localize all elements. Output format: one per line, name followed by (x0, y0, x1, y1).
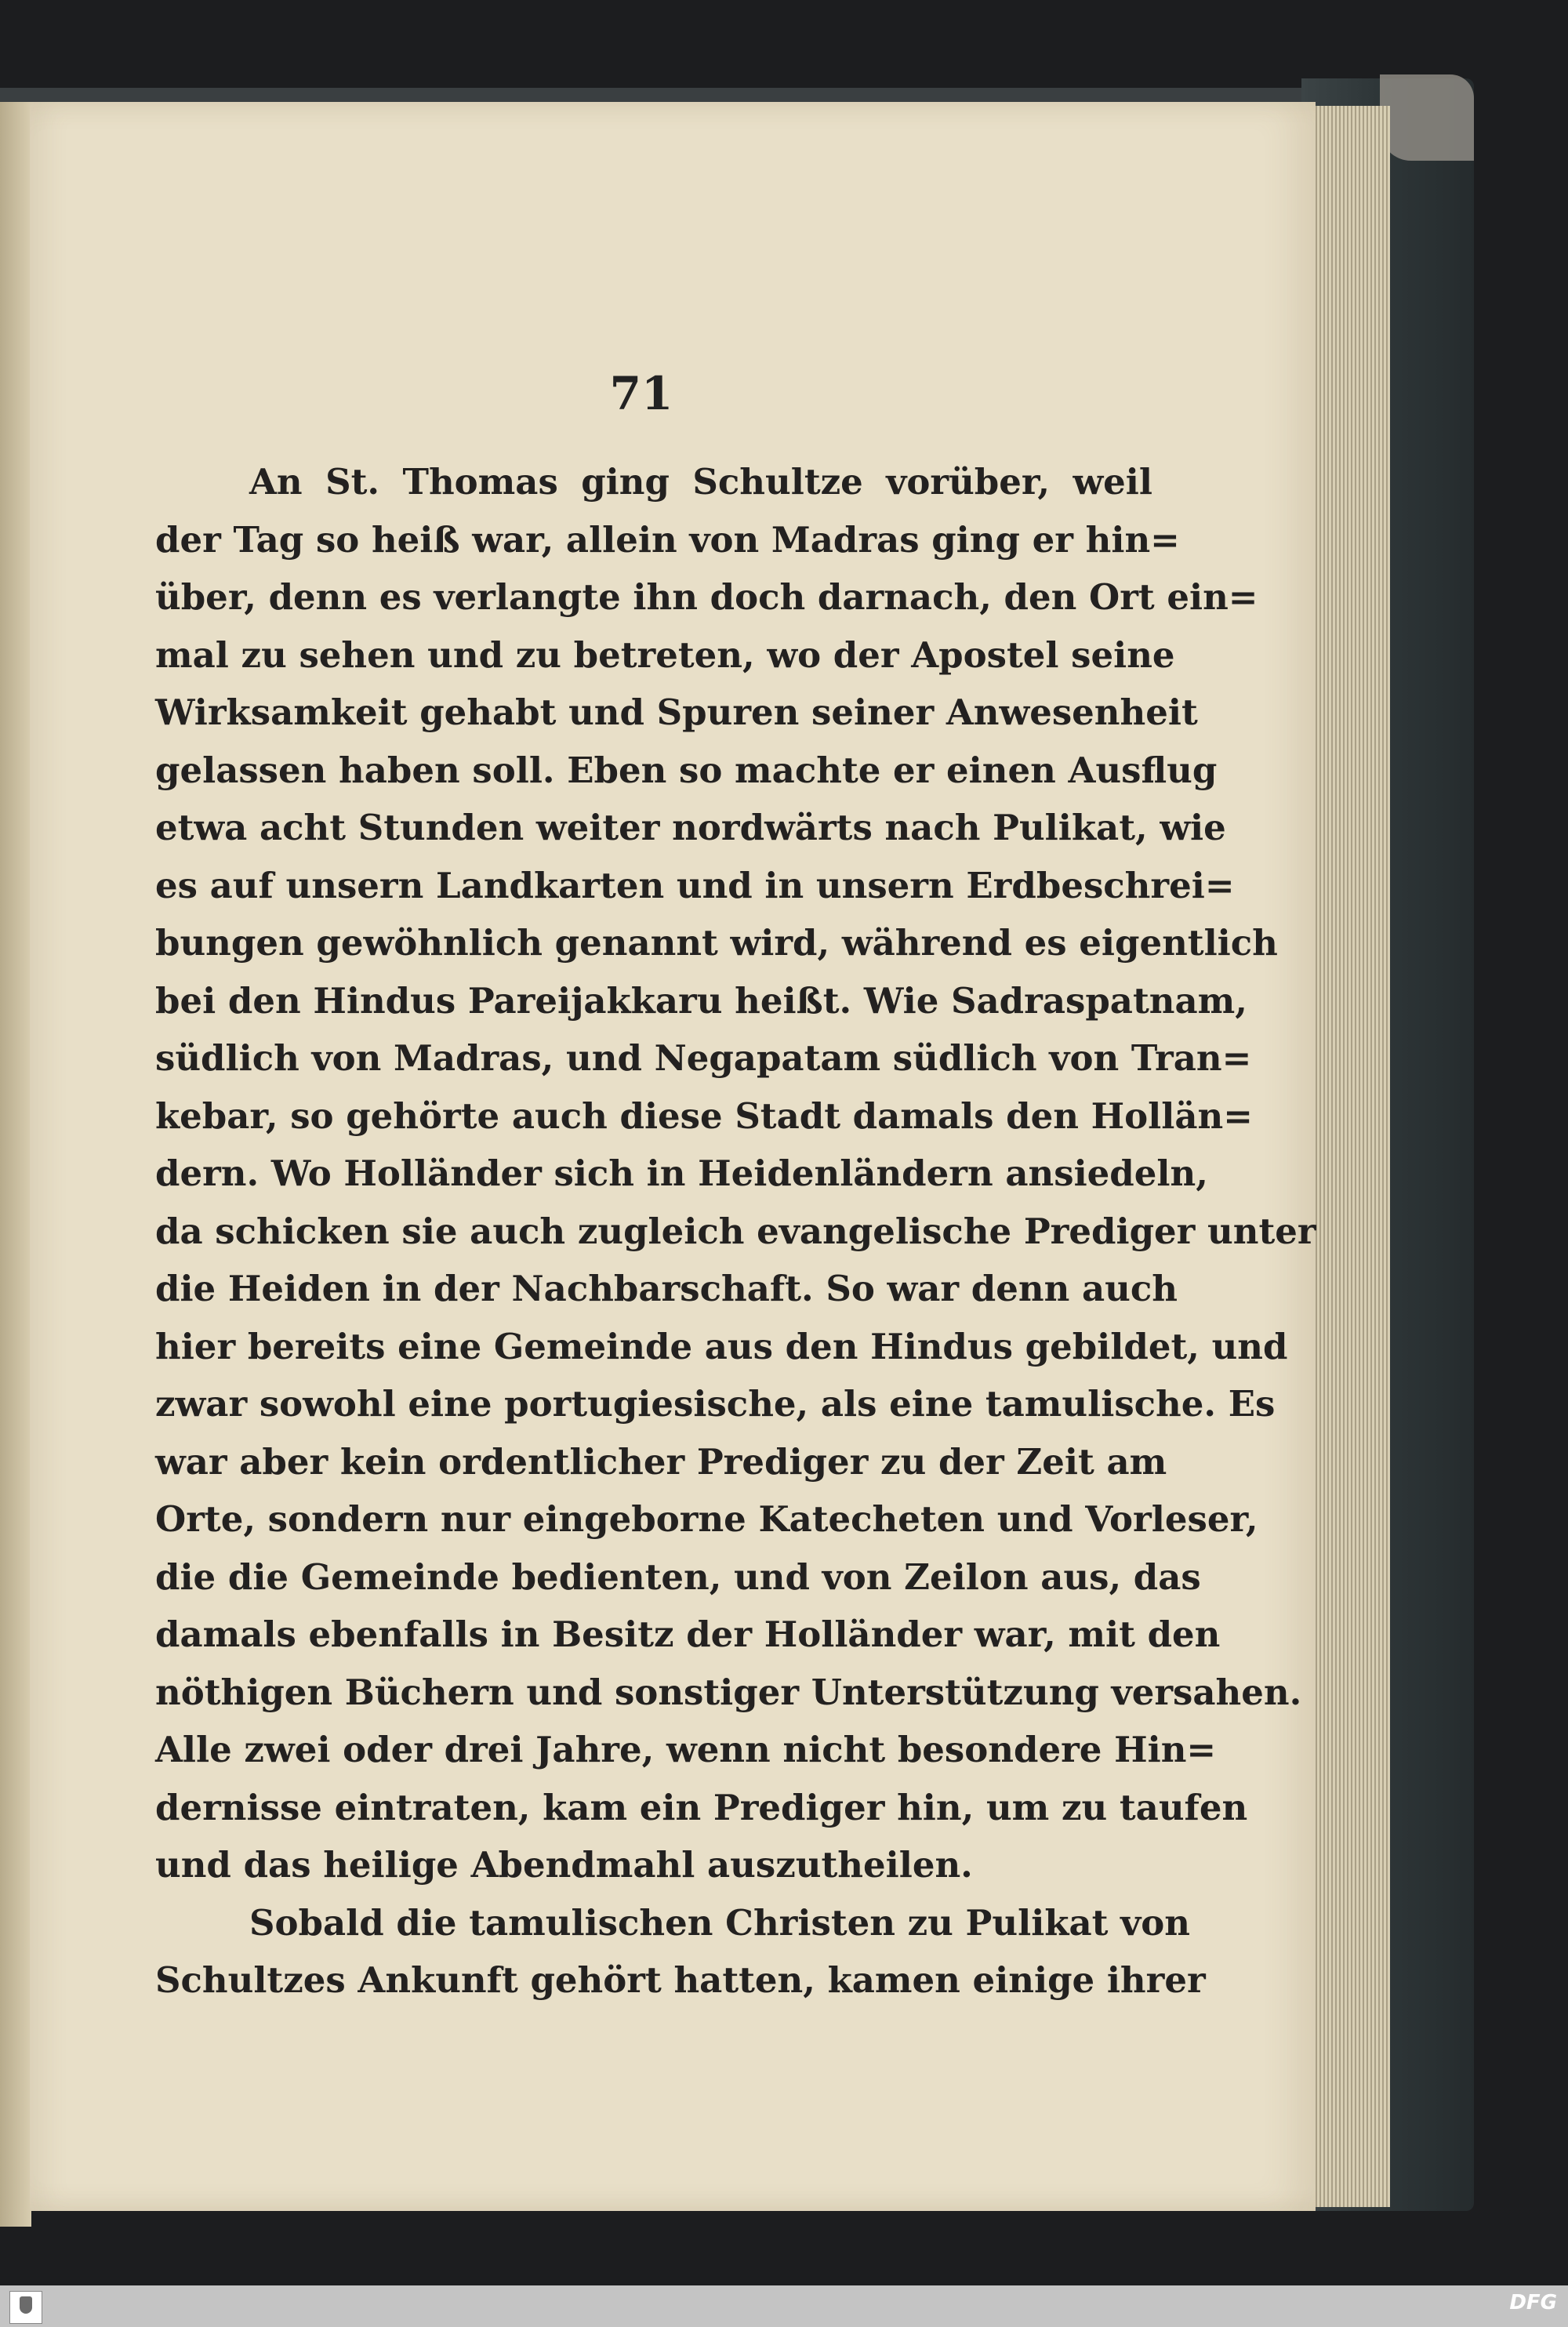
text-line: gelassen haben soll. Eben so machte er einen Ausflug (155, 749, 1218, 791)
text-line: damals ebenfalls in Besitz der Holländer war, mit den (155, 1614, 1221, 1655)
text-line: über, denn es verlangte ihn doch darnach, den Ort ein= (155, 576, 1258, 618)
text-line: da schicken sie auch zugleich evangelische Prediger unter (155, 1210, 1316, 1252)
text-line: bei den Hindus Pareijakkaru heißt. Wie Sadraspatnam, (155, 979, 1247, 1022)
page-text (155, 453, 1316, 2009)
text-line: war aber kein ordentlicher Prediger zu der Zeit am (155, 1440, 1167, 1483)
viewer-footer-bar (0, 2285, 1568, 2327)
text-line: mal zu sehen und zu betreten, wo der Apostel seine (155, 633, 1175, 676)
text-line: kebar, so gehörte auch diese Stadt damals den Hollän= (155, 1095, 1253, 1137)
text-line: die die Gemeinde bedienten, und von Zeilon aus, das (155, 1556, 1201, 1598)
cover-worn-corner (1380, 74, 1474, 161)
text-line: hier bereits eine Gemeinde aus den Hindus gebildet, und (155, 1325, 1288, 1367)
text-line: An St. Thomas ging Schultze vorüber, weil (249, 461, 1152, 503)
left-page-edge (0, 102, 31, 2227)
text-line: etwa acht Stunden weiter nordwärts nach Pulikat, wie (155, 807, 1226, 848)
text-line: dern. Wo Holländer sich in Heidenländern ansiedeln, (155, 1153, 1208, 1194)
text-line: der Tag so heiß war, allein von Madras ging er hin= (155, 518, 1180, 561)
dfg-logo: DFG (1509, 2291, 1557, 2314)
library-logo-icon (9, 2291, 42, 2324)
text-line: bungen gewöhnlich genannt wird, während es eigentlich (155, 922, 1278, 964)
book-page (30, 102, 1316, 2211)
text-line: die Heiden in der Nachbarschaft. So war denn auch (155, 1268, 1178, 1309)
text-line: zwar sowohl eine portugiesische, als eine tamulische. Es (155, 1383, 1276, 1425)
text-line: Sobald die tamulischen Christen zu Pulikat von (249, 1901, 1190, 1944)
page-stack-edges (1305, 106, 1390, 2207)
text-line: nöthigen Büchern und sonstiger Unterstützung versahen. (155, 1671, 1302, 1713)
page-number: 71 (609, 367, 673, 420)
text-line: es auf unsern Landkarten und in unsern Erdbeschrei= (155, 864, 1235, 906)
text-line: südlich von Madras, und Negapatam südlich von Tran= (155, 1037, 1252, 1079)
text-line: Orte, sondern nur eingeborne Katecheten und Vorleser, (155, 1498, 1258, 1540)
text-line: Schultzes Ankunft gehört hatten, kamen einige ihrer (155, 1959, 1206, 2001)
text-line: Alle zwei oder drei Jahre, wenn nicht besondere Hin= (155, 1729, 1217, 1770)
text-line: Wirksamkeit gehabt und Spuren seiner Anwesenheit (155, 692, 1198, 733)
text-line: dernisse eintraten, kam ein Prediger hin, um zu taufen (155, 1786, 1248, 1828)
text-line: und das heilige Abendmahl auszutheilen. (155, 1844, 973, 1886)
